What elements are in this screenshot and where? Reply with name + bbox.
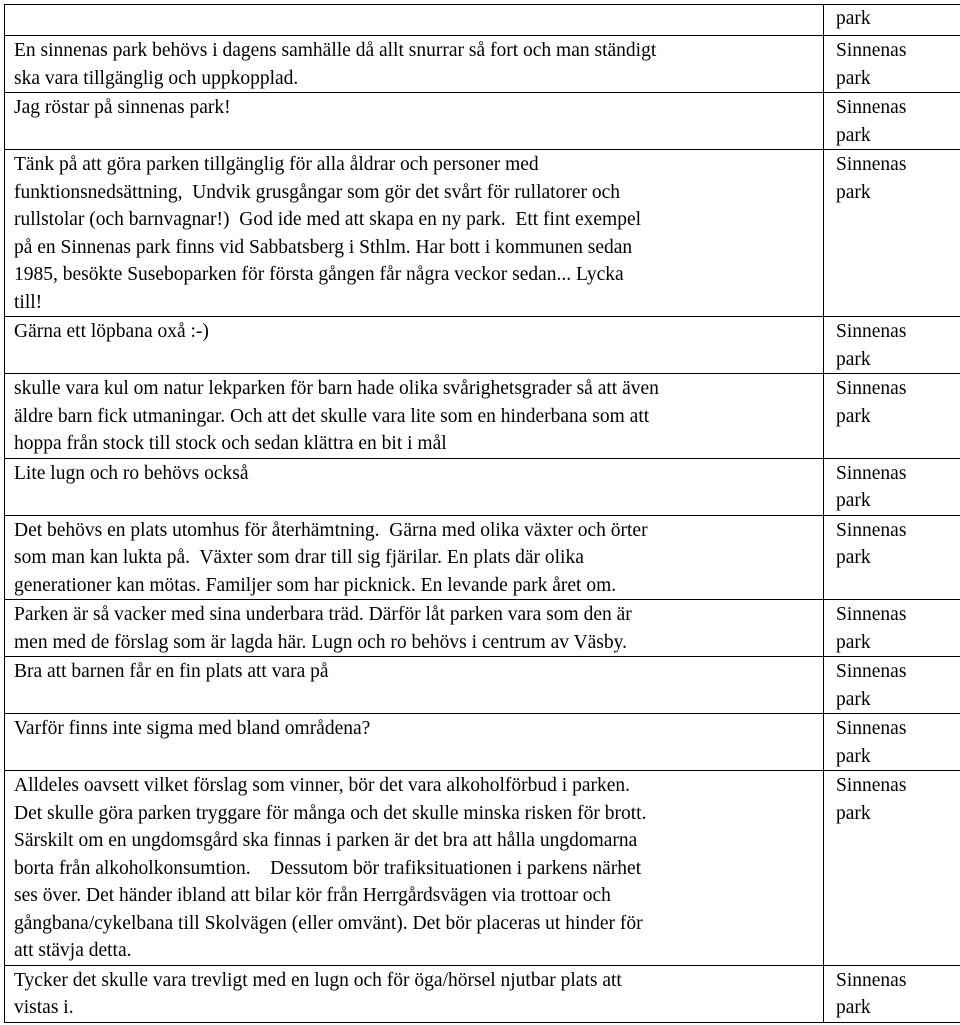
comment-cell xyxy=(5,5,824,36)
category-label: Sinnenas park xyxy=(836,775,907,824)
category-label: Sinnenas park xyxy=(836,40,907,89)
category-label: Sinnenas park xyxy=(836,969,907,1018)
category-label: Sinnenas park xyxy=(836,604,907,653)
table-row xyxy=(5,965,960,1022)
comment-line: gångbana/cykelbana till Skolvägen (eller omvänt). Det bör placeras ut hinder för xyxy=(14,912,643,934)
table-row xyxy=(5,515,960,600)
comment-cell xyxy=(5,657,824,714)
category-label: Sinnenas park xyxy=(836,519,907,568)
comment-line: till! xyxy=(14,291,43,313)
comment-cell xyxy=(5,600,824,657)
comment-cell xyxy=(5,93,824,150)
category-label: Sinnenas park xyxy=(836,718,907,767)
comment-line: Bra att barnen får en fin plats att vara på xyxy=(14,661,329,682)
category-cell xyxy=(824,150,960,317)
comment-line: Parken är så vacker med sina underbara träd. Därför låt parken vara som den är xyxy=(14,604,632,625)
comment-line: Alldeles oavsett vilket förslag som vinner, bör det vara alkoholförbud i parken. xyxy=(14,775,631,796)
comment-line: som man kan lukta på. Växter som drar till sig fjärilar. En plats där olika xyxy=(14,547,584,568)
comment-line: på en Sinnenas park finns vid Sabbatsberg i Sthlm. Har bott i kommunen sedan xyxy=(14,236,633,258)
category-label: Sinnenas park xyxy=(836,378,907,427)
comment-line: vistas i. xyxy=(14,997,74,1018)
table-row xyxy=(5,150,960,317)
category-cell xyxy=(824,515,960,600)
table-row-continued xyxy=(5,5,960,36)
comment-line: Tänk på att göra parken tillgänglig för alla åldrar och personer med xyxy=(14,154,539,175)
category-cell xyxy=(824,657,960,714)
category-cell xyxy=(824,714,960,771)
category-cell xyxy=(824,374,960,459)
category-label: Sinnenas park xyxy=(836,154,907,203)
comment-line: rullstolar (och barnvagnar!) God ide med att skapa en ny park. Ett fint exempel xyxy=(14,209,642,230)
comment-line: att stävja detta. xyxy=(14,940,132,961)
comment-line: Varför finns inte sigma med bland områdena? xyxy=(14,718,371,739)
comment-line: ses över. Det händer ibland att bilar kör från Herrgårdsvägen via trottoar och xyxy=(14,885,611,906)
category-cell xyxy=(824,93,960,150)
comment-cell xyxy=(5,714,824,771)
comment-line: funktionsnedsättning, Undvik grusgångar som gör det svårt för rullatorer och xyxy=(14,181,620,203)
category-text: park xyxy=(836,8,871,29)
comment-cell xyxy=(5,458,824,515)
category-cell xyxy=(824,5,960,36)
table-row xyxy=(5,714,960,771)
comment-line: Tycker det skulle vara trevligt med en lugn och för öga/hörsel njutbar plats att xyxy=(14,969,622,991)
comment-line: generationer kan mötas. Familjer som har picknick. En levande park året om. xyxy=(14,574,617,596)
comment-line: Det skulle göra parken tryggare för många och det skulle minska risken för brott. xyxy=(14,802,647,824)
comment-line: 1985, besökte Suseboparken för första gången får några veckor sedan... Lycka xyxy=(14,264,624,285)
comment-line: äldre barn fick utmaningar. Och att det skulle vara lite som en hinderbana som att xyxy=(14,405,650,427)
comment-line: Jag röstar på sinnenas park! xyxy=(14,97,231,118)
category-label: Sinnenas park xyxy=(836,462,907,511)
category-cell xyxy=(824,771,960,966)
comment-cell xyxy=(5,150,824,317)
category-cell xyxy=(824,458,960,515)
category-label: Sinnenas park xyxy=(836,97,907,146)
comment-cell xyxy=(5,771,824,966)
table-row xyxy=(5,93,960,150)
comment-line: En sinnenas park behövs i dagens samhälle då allt snurrar så fort och man ständigt xyxy=(14,40,657,61)
comment-cell xyxy=(5,965,824,1022)
category-cell xyxy=(824,600,960,657)
comment-line: men med de förslag som är lagda här. Lugn och ro behövs i centrum av Väsby. xyxy=(14,631,628,653)
category-label: Sinnenas park xyxy=(836,321,907,370)
category-cell xyxy=(824,965,960,1022)
table-row xyxy=(5,657,960,714)
category-cell xyxy=(824,317,960,374)
comment-cell xyxy=(5,36,824,93)
comment-cell xyxy=(5,317,824,374)
table-row xyxy=(5,374,960,459)
comment-line: skulle vara kul om natur lekparken för barn hade olika svårighetsgrader så att även xyxy=(14,378,659,399)
table-row xyxy=(5,317,960,374)
table-row xyxy=(5,36,960,93)
comment-line: Särskilt om en ungdomsgård ska finnas i parken är det bra att hålla ungdomarna xyxy=(14,830,638,851)
table-row xyxy=(5,771,960,966)
comments-table xyxy=(4,4,960,1023)
comment-line: Gärna ett löpbana oxå :-) xyxy=(14,321,209,342)
comments-body xyxy=(5,36,960,1023)
category-cell xyxy=(824,36,960,93)
comment-line: Lite lugn och ro behövs också xyxy=(14,462,249,484)
comment-line: Det behövs en plats utomhus för återhämtning. Gärna med olika växter och örter xyxy=(14,519,648,541)
category-label: Sinnenas park xyxy=(836,661,907,710)
comment-line: hoppa från stock till stock och sedan klättra en bit i mål xyxy=(14,433,447,454)
table-row xyxy=(5,458,960,515)
comment-line: ska vara tillgänglig och uppkopplad. xyxy=(14,67,299,89)
table-row xyxy=(5,600,960,657)
comment-line: borta från alkoholkonsumtion. Dessutom bör trafiksituationen i parkens närhet xyxy=(14,857,642,879)
comment-cell xyxy=(5,515,824,600)
comment-cell xyxy=(5,374,824,459)
